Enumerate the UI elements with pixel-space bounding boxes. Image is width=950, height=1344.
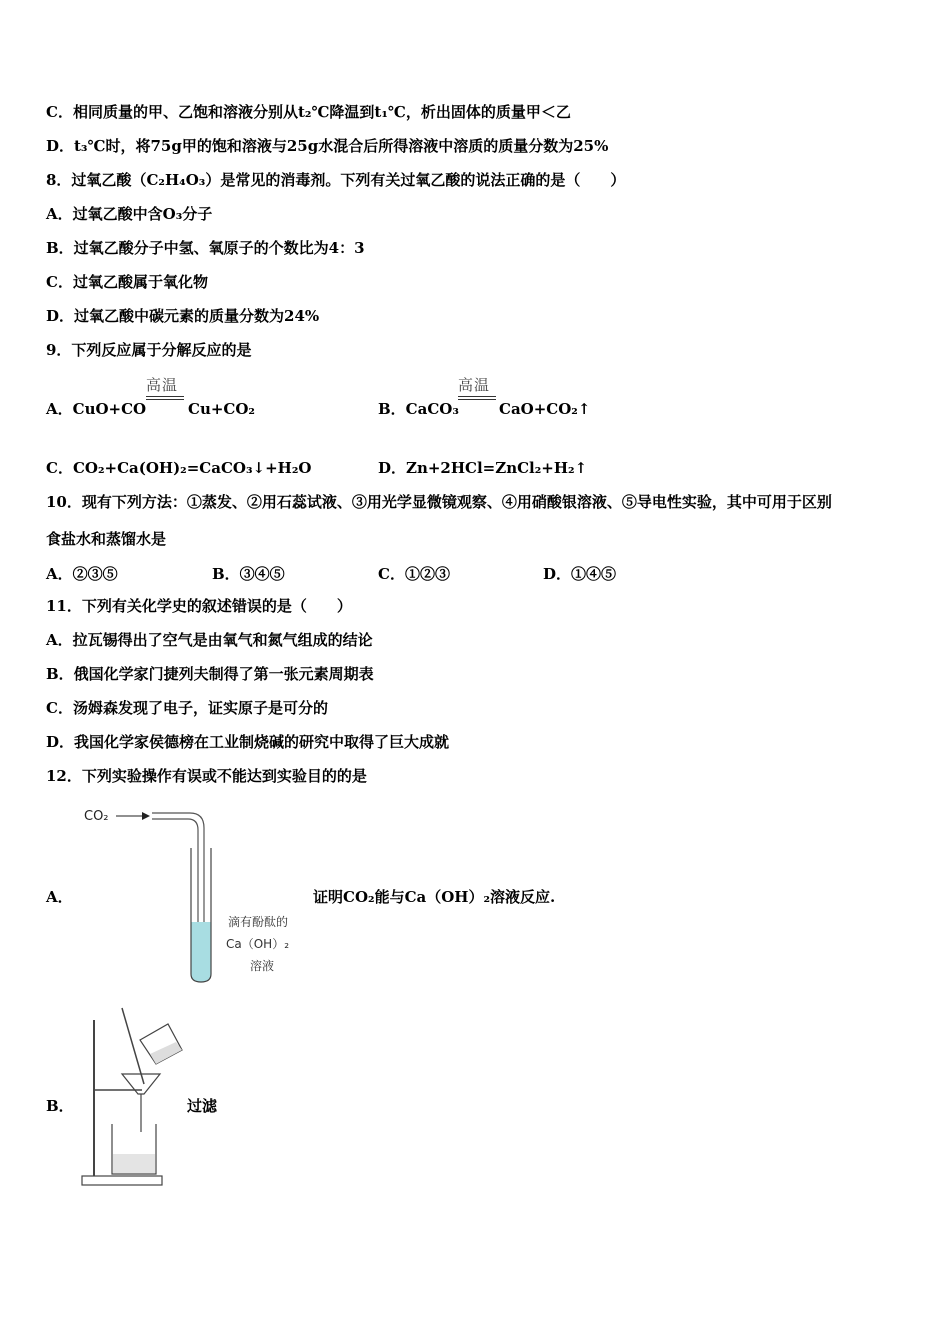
q9-option-a-products: Cu+CO₂ [188,400,255,418]
q9-option-b-equals-bar-top [458,396,496,397]
q11-option-d: D．我国化学家侯德榜在工业制烧碱的研究中取得了巨大成就 [46,733,450,751]
fig-solution-label-2: Ca（OH）₂ [226,937,290,951]
q9-option-b-reactants: B．CaCO₃ [378,400,459,418]
fig-co2-label: CO₂ [84,809,109,824]
q9-option-a-equals-bar-bottom [146,399,184,400]
q10-stem-line1: 10．现有下列方法：①蒸发、②用石蕊试液、③用光学显微镜观察、④用硝酸银溶液、⑤导电性实验，其中可用于区别 [46,493,832,511]
q11-option-a: A．拉瓦锡得出了空气是由氧气和氮气组成的结论 [46,631,373,649]
q9-option-b-condition: 高温 [458,376,491,394]
fig-solution-label-1: 滴有酚酞的 [228,915,289,929]
q10-option-b: B．③④⑤ [212,565,285,583]
q11-stem: 11．下列有关化学史的叙述错误的是（ ） [46,597,352,615]
q9-option-b-equals-bar-bottom [458,399,496,400]
q11-option-b: B．俄国化学家门捷列夫制得了第一张元素周期表 [46,665,374,683]
q12-option-a-label: A． [46,888,73,906]
q9-option-a-equals-bar-top [146,396,184,397]
q8-option-d: D．过氧乙酸中碳元素的质量分数为24% [46,307,320,325]
q10-option-a: A．②③⑤ [46,565,118,583]
q7-option-d: D．t₃℃时，将75g甲的饱和溶液与25g水混合后所得溶液中溶质的质量分数为25% [46,137,609,155]
q12-option-b-label: B． [46,1097,74,1115]
q11-option-c: C．汤姆森发现了电子，证实原子是可分的 [46,699,328,717]
fig-arrow-head [142,812,150,820]
fig-funnel [122,1074,160,1094]
q7-option-c: C．相同质量的甲、乙饱和溶液分别从t₂℃降温到t₁℃，析出固体的质量甲＜乙 [46,103,571,121]
q12-option-b-text: 过滤 [187,1097,218,1115]
q9-stem: 9．下列反应属于分解反应的是 [46,341,252,359]
q10-option-c: C．①②③ [378,565,450,583]
q8-option-b: B．过氧乙酸分子中氢、氧原子的个数比为4：3 [46,239,365,257]
q9-option-d: D．Zn+2HCl=ZnCl₂+H₂↑ [378,459,588,477]
q8-option-c: C．过氧乙酸属于氧化物 [46,273,208,291]
fig-stand-base [82,1176,162,1185]
co2-test-tube-figure [80,800,320,990]
q12-option-a-text: 证明CO₂能与Ca（OH）₂溶液反应. [313,888,556,906]
q9-option-c: C．CO₂+Ca(OH)₂=CaCO₃↓+H₂O [46,459,312,477]
q9-option-a-condition: 高温 [146,376,179,394]
fig-solution [191,922,211,982]
fig-solution-label-3: 溶液 [250,959,275,973]
q9-option-b-products: CaO+CO₂↑ [499,400,591,418]
q12-stem: 12．下列实验操作有误或不能达到实验目的的是 [46,767,367,785]
filtration-figure [78,1004,198,1190]
q8-option-a: A．过氧乙酸中含O₃分子 [46,205,213,223]
fig-glass-rod [122,1008,144,1084]
q10-option-d: D．①④⑤ [543,565,617,583]
fig-filtrate [113,1154,155,1173]
q10-stem-line2: 食盐水和蒸馏水是 [46,530,167,548]
q9-option-a-reactants: A．CuO+CO [46,400,147,418]
q8-stem: 8．过氧乙酸（C₂H₄O₃）是常见的消毒剂。下列有关过氧乙酸的说法正确的是（ ） [46,171,626,189]
